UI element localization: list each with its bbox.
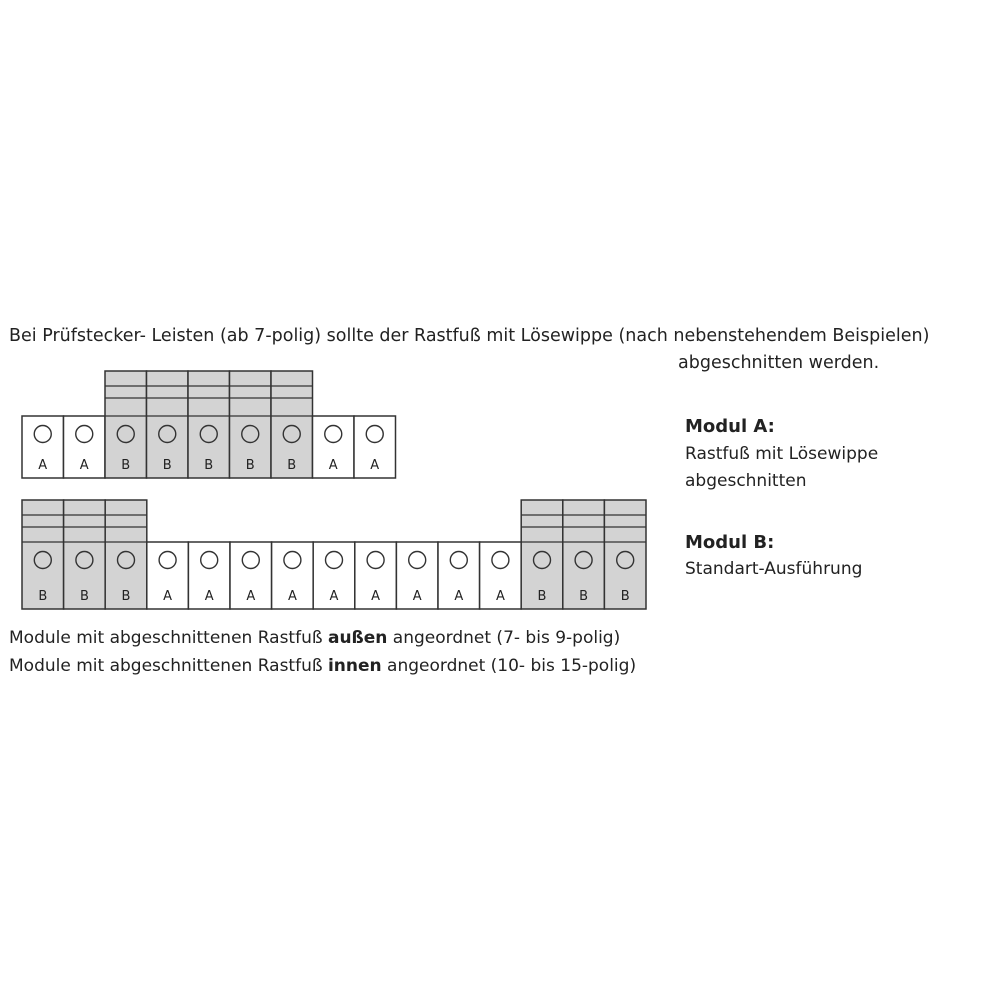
module-type-label: B: [162, 458, 172, 473]
test-socket-icon: [159, 426, 176, 443]
test-socket-icon: [76, 426, 93, 443]
test-socket-icon: [76, 552, 93, 569]
note-2-post: angeordnet (10- bis 15-polig): [381, 656, 637, 676]
modul-a-title: Modul A:: [685, 416, 775, 437]
test-socket-icon: [575, 552, 592, 569]
test-socket-icon: [617, 552, 634, 569]
modul-b-description: Standart-Ausführung: [685, 559, 863, 579]
module-type-label: A: [328, 458, 338, 473]
test-socket-icon: [201, 552, 218, 569]
module-a: [355, 542, 397, 609]
test-socket-icon: [367, 552, 384, 569]
module-b: [147, 371, 189, 478]
module-type-label: B: [245, 458, 255, 473]
module-type-label: B: [121, 458, 131, 473]
module-a: [354, 416, 396, 478]
module-type-label: A: [38, 458, 48, 473]
module-a: [272, 542, 314, 609]
test-socket-icon: [118, 552, 135, 569]
test-socket-icon: [117, 426, 134, 443]
module-b: [22, 500, 64, 609]
intro-line-2: abgeschnitten werden.: [678, 353, 880, 373]
module-type-label: B: [121, 589, 131, 604]
test-socket-icon: [326, 552, 343, 569]
module-type-label: B: [620, 589, 630, 604]
module-type-label: A: [454, 589, 464, 604]
module-type-label: A: [495, 589, 505, 604]
test-socket-icon: [159, 552, 176, 569]
module-b: [105, 371, 147, 478]
module-type-label: A: [204, 589, 214, 604]
intro-line-1: Bei Prüfstecker- Leisten (ab 7-polig) sollte der Rastfuß mit Lösewippe (nach nebenstehendem Beispielen): [9, 326, 930, 346]
module-type-label: A: [79, 458, 89, 473]
module-b: [230, 371, 272, 478]
test-socket-icon: [325, 426, 342, 443]
test-socket-icon: [242, 426, 259, 443]
module-b: [105, 500, 147, 609]
module-a: [22, 416, 64, 478]
module-type-label: A: [329, 589, 339, 604]
module-type-label: B: [287, 458, 297, 473]
module-a: [64, 416, 106, 478]
module-a: [147, 542, 189, 609]
module-b: [271, 371, 313, 478]
note-2-pre: Module mit abgeschnittenen Rastfuß: [9, 656, 328, 676]
test-socket-icon: [534, 552, 551, 569]
module-type-label: A: [287, 589, 297, 604]
module-a: [480, 542, 522, 609]
module-a: [438, 542, 480, 609]
note-1-post: angeordnet (7- bis 9-polig): [387, 628, 621, 648]
module-type-label: B: [38, 589, 48, 604]
module-a: [313, 416, 355, 478]
test-socket-icon: [409, 552, 426, 569]
modul-a-description-2: abgeschnitten: [685, 471, 807, 491]
module-a: [313, 542, 355, 609]
module-a: [230, 542, 272, 609]
module-type-label: B: [204, 458, 214, 473]
test-socket-icon: [366, 426, 383, 443]
test-socket-icon: [34, 552, 51, 569]
test-socket-icon: [242, 552, 259, 569]
module-type-label: B: [79, 589, 89, 604]
note-2-bold: innen: [327, 656, 382, 676]
test-socket-icon: [283, 426, 300, 443]
module-type-label: A: [163, 589, 173, 604]
note-1-bold: außen: [327, 628, 388, 648]
test-socket-icon: [200, 426, 217, 443]
module-type-label: A: [370, 458, 380, 473]
module-type-label: A: [412, 589, 422, 604]
modul-b-title: Modul B:: [685, 532, 775, 553]
module-a: [396, 542, 438, 609]
test-socket-icon: [284, 552, 301, 569]
module-b: [64, 500, 106, 609]
module-b: [604, 500, 646, 609]
terminal-strip-15-pole: [22, 500, 646, 609]
module-type-label: B: [537, 589, 547, 604]
terminal-strip-9-pole: [22, 371, 396, 478]
modul-a-description-1: Rastfuß mit Lösewippe: [685, 444, 879, 464]
module-a: [188, 542, 230, 609]
test-socket-icon: [450, 552, 467, 569]
module-b: [563, 500, 605, 609]
test-socket-icon: [492, 552, 509, 569]
module-type-label: A: [246, 589, 256, 604]
note-1-pre: Module mit abgeschnittenen Rastfuß: [9, 628, 328, 648]
module-b: [521, 500, 563, 609]
test-socket-icon: [34, 426, 51, 443]
module-b: [188, 371, 230, 478]
module-type-label: A: [371, 589, 381, 604]
module-type-label: B: [579, 589, 589, 604]
